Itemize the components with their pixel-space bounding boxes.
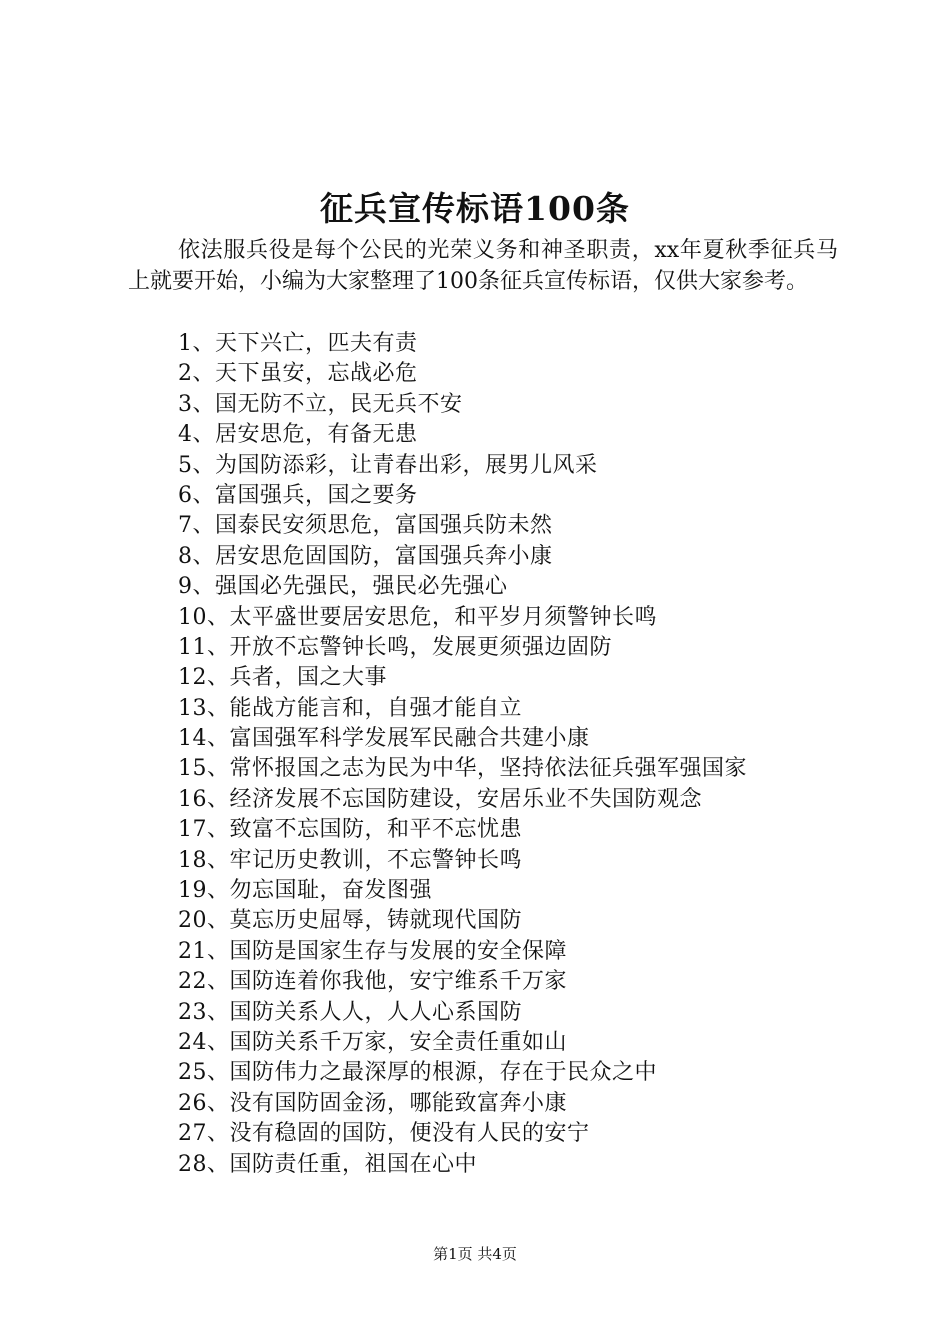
slogan-item: 3、国无防不立，民无兵不安 bbox=[178, 391, 463, 417]
slogan-item: 26、没有国防固金汤，哪能致富奔小康 bbox=[178, 1090, 567, 1116]
slogan-item: 2、天下虽安，忘战必危 bbox=[178, 361, 418, 387]
slogan-item: 17、致富不忘国防，和平不忘忧患 bbox=[178, 817, 522, 843]
intro-paragraph: 依法服兵役是每个公民的光荣义务和神圣职责，xx年夏秋季征兵马上就要开始，小编为大家整理了100条征兵宣传标语，仅供大家参考。 bbox=[128, 238, 838, 294]
page-title: 征兵宣传标语100条 bbox=[320, 189, 630, 228]
slogan-item: 21、国防是国家生存与发展的安全保障 bbox=[178, 938, 567, 964]
slogan-item: 1、天下兴亡，匹夫有责 bbox=[178, 331, 418, 356]
slogan-item: 11、开放不忘警钟长鸣，发展更须强边固防 bbox=[178, 634, 612, 660]
slogan-item: 24、国防关系千万家，安全责任重如山 bbox=[178, 1029, 567, 1055]
slogan-item: 9、强国必先强民，强民必先强心 bbox=[178, 574, 508, 600]
slogan-item: 12、兵者，国之大事 bbox=[178, 665, 387, 691]
slogan-item: 18、牢记历史教训，不忘警钟长鸣 bbox=[178, 847, 522, 873]
slogan-item: 25、国防伟力之最深厚的根源，存在于民众之中 bbox=[178, 1060, 657, 1086]
slogan-item: 20、莫忘历史屈辱，铸就现代国防 bbox=[178, 908, 522, 934]
slogan-item: 14、富国强军科学发展军民融合共建小康 bbox=[178, 726, 590, 752]
page-number-footer: 第1页 共4页 bbox=[433, 1245, 517, 1263]
slogan-item: 19、勿忘国耻，奋发图强 bbox=[178, 878, 432, 904]
slogan-item: 8、居安思危固国防，富国强兵奔小康 bbox=[178, 543, 553, 569]
slogan-item: 15、常怀报国之志为民为中华，坚持依法征兵强军强国家 bbox=[178, 756, 747, 782]
slogan-item: 10、太平盛世要居安思危，和平岁月须警钟长鸣 bbox=[178, 604, 657, 630]
slogan-item: 5、为国防添彩，让青春出彩，展男儿风采 bbox=[178, 452, 598, 478]
slogan-item: 27、没有稳固的国防，便没有人民的安宁 bbox=[178, 1121, 590, 1147]
slogan-item: 22、国防连着你我他，安宁维系千万家 bbox=[178, 969, 567, 995]
slogan-item: 7、国泰民安须思危，富国强兵防未然 bbox=[178, 513, 553, 539]
slogan-list bbox=[178, 329, 747, 1180]
slogan-item: 6、富国强兵，国之要务 bbox=[178, 482, 418, 508]
slogan-item: 4、居安思危，有备无患 bbox=[178, 422, 418, 448]
slogan-item: 23、国防关系人人，人人心系国防 bbox=[178, 999, 522, 1025]
slogan-item: 28、国防责任重，祖国在心中 bbox=[178, 1151, 477, 1177]
slogan-item: 13、能战方能言和，自强才能自立 bbox=[178, 695, 522, 721]
slogan-item: 16、经济发展不忘国防建设，安居乐业不失国防观念 bbox=[178, 786, 702, 812]
